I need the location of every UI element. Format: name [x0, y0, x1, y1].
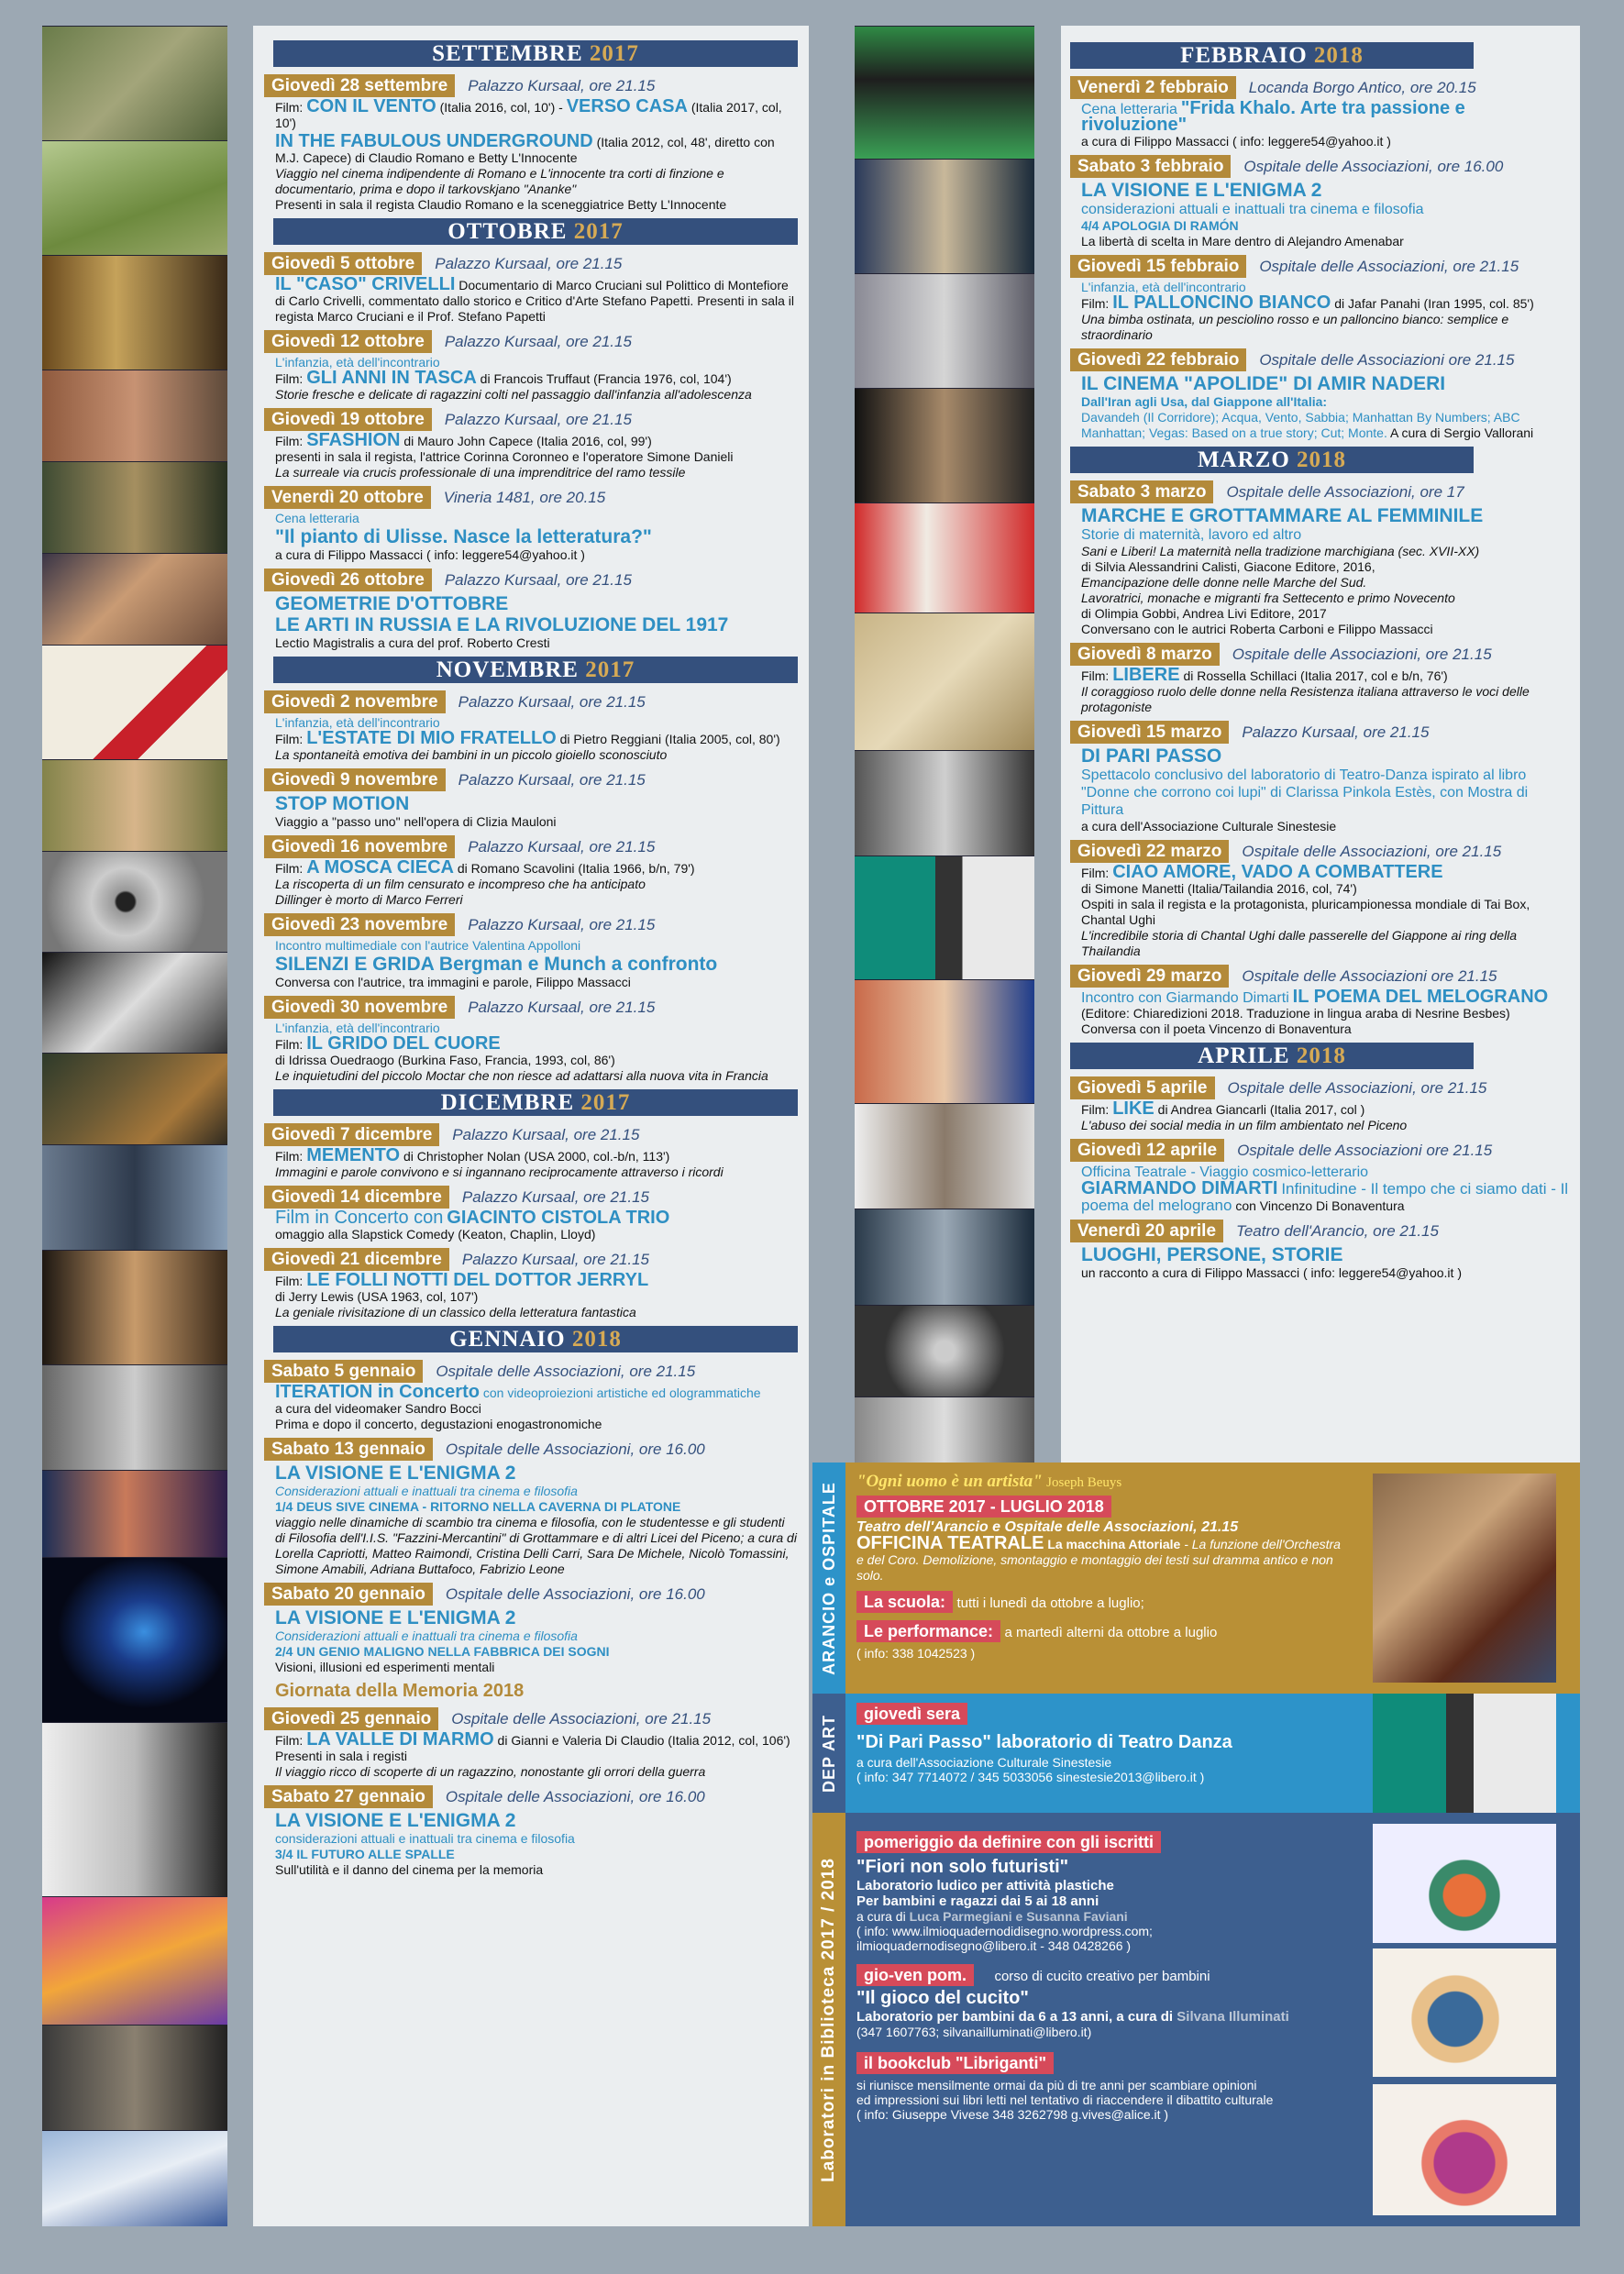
photo-eye-closeup — [42, 851, 227, 952]
giornata-memoria-heading: Giornata della Memoria 2018 — [275, 1681, 525, 1701]
event-date: Giovedì 2 novembre — [264, 690, 446, 713]
photo-eternal-sunshine — [42, 2130, 227, 2226]
event-19-ottobre: Giovedì 19 ottobre Palazzo Kursaal, ore 21.15 Film: SFASHION di Mauro John Capece (Italia 2016, col, 99') presenti in sala il regista, l'attrice Corinna Coronneo e l'operatore Simone Danieli La surreale via crucis professionale di una imprenditrice del ramo tessile — [264, 408, 798, 480]
event-description: Viaggio nel cinema indipendente di Romano e L'innocente tra corti di finzione e documentario, prima e dopo il tarkovskjano "Ananke" — [275, 166, 724, 196]
event-date: Giovedì 7 dicembre — [264, 1123, 439, 1146]
event-date: Sabato 27 gennaio — [264, 1785, 433, 1808]
event-date: Giovedì 15 marzo — [1070, 721, 1229, 744]
event-date: Giovedì 30 novembre — [264, 996, 455, 1019]
event-date: Giovedì 22 marzo — [1070, 840, 1229, 863]
event-venue: Teatro dell'Arancio, ore 21.15 — [1236, 1221, 1439, 1240]
film-title: LIKE — [1112, 1098, 1154, 1119]
officina-title: OFFICINA TEATRALE — [856, 1533, 1044, 1553]
event-3-marzo: Sabato 3 marzo Ospitale delle Associazioni, ore 17 MARCHE E GROTTAMMARE AL FEMMINILE Storie di maternità, lavoro ed altro Sani e Liberi! La maternità nella tradizione marchigiana (sec. XVII-XX) di Silvia Alessandrini Calisti, Giacone Editore, 2016, Emancipazione delle donne nelle Marche del Sud. Lavoratrici, monache e migranti fra Settecento e primo Novecento di Olimpia Gobbi, Andrea Livi Editore, 2017 Conversano con le autrici Roberta Carboni e Filippo Massacci — [1070, 480, 1569, 637]
event-note: Presenti in sala il regista Claudio Romano e la sceneggiatrice Betty L'Innocente — [275, 197, 727, 212]
event-title: STOP MOTION — [275, 793, 410, 814]
photo-munch-painting — [42, 1053, 227, 1144]
event-venue: Ospitale delle Associazioni, ore 16.00 — [445, 1787, 705, 1805]
event-title: LA VISIONE E L'ENIGMA 2 — [275, 1607, 516, 1628]
event-9-novembre: Giovedì 9 novembre Palazzo Kursaal, ore 21.15 STOP MOTION Viaggio a "passo uno" nell'opera di Clizia Mauloni — [264, 768, 798, 830]
event-venue: Palazzo Kursaal, ore 21.15 — [461, 1187, 649, 1206]
photo-chantal-ughi-boxing — [855, 979, 1034, 1103]
event-venue: Ospitale delle Associazioni ore 21.15 — [1237, 1141, 1493, 1159]
event-venue: Palazzo Kursaal, ore 21.15 — [468, 837, 656, 856]
event-date: Giovedì 12 aprile — [1070, 1139, 1224, 1162]
film-title: CON IL VENTO — [306, 96, 436, 116]
photo-book-emancipazione — [855, 613, 1034, 750]
event-venue: Palazzo Kursaal, ore 21.15 — [458, 692, 646, 711]
event-venue: Ospitale delle Associazioni ore 21.15 — [1259, 350, 1515, 369]
illustration-cucito — [1373, 1948, 1556, 2077]
event-venue: Palazzo Kursaal, ore 21.15 — [444, 410, 632, 428]
event-date: Venerdì 2 febbraio — [1070, 76, 1236, 99]
photo-painting-ulysses — [42, 553, 227, 645]
film-title: VERSO CASA — [566, 96, 688, 116]
event-2-novembre: Giovedì 2 novembre Palazzo Kursaal, ore 21.15 L'infanzia, età dell'incontrario Film: L'ESTATE DI MIO FRATELLO di Pietro Reggiani (Italia 2005, col, 80') La spontaneità emotiva dei bambini in un piccolo gioiello sconosciuto — [264, 690, 798, 763]
event-date: Giovedì 26 ottobre — [264, 568, 432, 591]
event-venue: Vineria 1481, ore 20.15 — [443, 488, 606, 506]
event-23-novembre: Giovedì 23 novembre Palazzo Kursaal, ore 21.15 Incontro multimediale con l'autrice Valentina Appolloni SILENZI E GRIDA Bergman e Munch a confronto Conversa con l'autrice, tra immagini e parole, Filippo Massacci — [264, 913, 798, 990]
film-title: LA VALLE DI MARMO — [306, 1729, 494, 1750]
photo-giarmando-dimarti — [855, 1103, 1034, 1209]
scuola-tag: La scuola: — [856, 1591, 953, 1613]
event-date: Sabato 5 gennaio — [264, 1360, 423, 1383]
photo-luoghi-persone — [855, 1396, 1034, 1463]
event-2-febbraio: Venerdì 2 febbraio Locanda Borgo Antico, ore 20.15 Cena letteraria "Frida Khalo. Arte tra passione e rivoluzione" a cura di Filippo Massacci ( info: leggere54@yahoo.it ) — [1070, 76, 1569, 149]
event-venue: Ospitale delle Associazioni, ore 21.15 — [1232, 645, 1492, 663]
event-date: Sabato 13 gennaio — [264, 1438, 433, 1461]
month-header-ottobre: OTTOBRE 2017 — [273, 218, 798, 245]
event-date: Giovedì 9 novembre — [264, 768, 446, 791]
band-label: ARANCIO e OSPITALE — [819, 1481, 838, 1675]
event-5-aprile: Giovedì 5 aprile Ospitale delle Associazioni, ore 21.15 Film: LIKE di Andrea Giancarli (Italia 2017, col ) L'abuso dei social media in un film ambientato nel Piceno — [1070, 1076, 1569, 1133]
photo-mare-dentro — [855, 159, 1034, 273]
month-header-febbraio: FEBBRAIO 2018 — [1070, 42, 1474, 69]
event-date: Giovedì 29 marzo — [1070, 965, 1229, 988]
band-label: DEP ART — [819, 1714, 838, 1793]
photo-memento — [42, 1250, 227, 1364]
event-venue: Palazzo Kursaal, ore 21.15 — [461, 1250, 649, 1268]
film-title: L'ESTATE DI MIO FRATELLO — [306, 728, 557, 748]
event-22-marzo: Giovedì 22 marzo Ospitale delle Associazioni, ore 21.15 Film: CIAO AMORE, VADO A COMBATTERE di Simone Manetti (Italia/Tailandia 2016, col, 74') Ospiti in sala il regista e la protagonista, pluricampionessa mondiale di Tai Box, Chantal Ughi L'incredibile storia di Chantal Ughi dalle passerelle del Giappone ai ring della Thailandia — [1070, 840, 1569, 959]
photo-dream-colors — [42, 1896, 227, 2025]
event-title: LE ARTI IN RUSSIA E LA RIVOLUZIONE DEL 1917 — [275, 614, 729, 635]
month-header-dicembre: DICEMBRE 2017 — [273, 1089, 798, 1116]
event-venue: Ospitale delle Associazioni, ore 21.15 — [451, 1709, 712, 1728]
event-date: Giovedì 16 novembre — [264, 835, 455, 858]
event-title: IL CINEMA "APOLIDE" DI AMIR NADERI — [1081, 373, 1446, 394]
event-venue: Palazzo Kursaal, ore 21.15 — [468, 998, 656, 1016]
event-22-febbraio: Giovedì 22 febbraio Ospitale delle Associazioni ore 21.15 IL CINEMA "APOLIDE" DI AMIR NADERI Dall'Iran agli Usa, dal Giappone all'Italia: Davandeh (Il Corridore); Acqua, Vento, Sabbia; Manhattan By Numbers; ABC Manhattan; Vegas: Based on a true story; Cut; Monte. A cura di Sergio Vallorani — [1070, 348, 1569, 441]
photo-blindfold-bw — [42, 952, 227, 1053]
event-venue: Palazzo Kursaal, ore 21.15 — [444, 570, 632, 589]
film-title: IN THE FABULOUS UNDERGROUND — [275, 131, 593, 151]
event-14-dicembre: Giovedì 14 dicembre Palazzo Kursaal, ore 21.15 Film in Concerto con GIACINTO CISTOLA TRIO omaggio alla Slapstick Comedy (Keaton, Chaplin, Lloyd) — [264, 1186, 798, 1242]
event-28-settembre: Giovedì 28 settembre Palazzo Kursaal, ore 21.15 Film: CON IL VENTO (Italia 2016, col, 10') - VERSO CASA (Italia 2017, col, 10') IN THE FABULOUS UNDERGROUND (Italia 2012, col, 48', diretto con M.J. Capece) di Claudio Romano e Betty L'Innocente Viaggio nel cinema indipendente di Romano e L'innocente tra corti di finzione e documentario, prima e dopo il tarkovskjano "Ananke" Presenti in sala il regista Claudio Romano e la sceneggiatrice Betty L'Innocente — [264, 74, 798, 213]
event-venue: Locanda Borgo Antico, ore 20.15 — [1248, 78, 1476, 96]
event-date: Venerdì 20 ottobre — [264, 486, 431, 509]
right-photo-strip — [855, 26, 1034, 1463]
film-title: MEMENTO — [306, 1145, 401, 1165]
event-20-gennaio: Sabato 20 gennaio Ospitale delle Associazioni, ore 16.00 LA VISIONE E L'ENIGMA 2 Considerazioni attuali e inattuali tra cinema e filosofia 2/4 UN GENIO MALIGNO NELLA FABBRICA DEI SOGNI Visioni, illusioni ed esperimenti mentali — [264, 1583, 798, 1675]
event-20-ottobre: Venerdì 20 ottobre Vineria 1481, ore 20.15 Cena letteraria "Il pianto di Ulisse. Nasce la letteratura?" a cura di Filippo Massacci ( info: leggere54@yahoo.it ) — [264, 486, 798, 563]
event-title: GIACINTO CISTOLA TRIO — [447, 1208, 670, 1228]
event-title: IL "CASO" CRIVELLI — [275, 274, 456, 294]
event-title: MARCHE E GROTTAMMARE AL FEMMINILE — [1081, 505, 1484, 526]
photo-russian-constructivism — [42, 645, 227, 759]
photo-jerry-lewis — [42, 1470, 227, 1557]
photo-woman-in-grass — [42, 26, 227, 140]
event-8-marzo: Giovedì 8 marzo Ospitale delle Associazioni, ore 21.15 Film: LIBERE di Rossella Schillaci (Italia 2017, col e b/n, 76') Il coraggioso ruolo delle donne nella Resistenza italiana attraverso le voci delle protagoniste — [1070, 643, 1569, 715]
photo-libere-partisan — [855, 750, 1034, 856]
photo-children-summer — [42, 759, 227, 851]
film-title: LIBERE — [1112, 665, 1180, 685]
event-16-novembre: Giovedì 16 novembre Palazzo Kursaal, ore 21.15 Film: A MOSCA CIECA di Romano Scavolini (Italia 1966, b/n, 79') La riscoperta di un film censurato e incompreso che ha anticipato Dillinger è morto di Marco Ferreri — [264, 835, 798, 908]
schedule-tag: pomeriggio da definire con gli iscritti — [856, 1831, 1161, 1853]
event-25-gennaio: Giovedì 25 gennaio Ospitale delle Associazioni, ore 21.15 Film: LA VALLE DI MARMO di Gianni e Valeria Di Claudio (Italia 2012, col, 106') Presenti in sala i registi Il viaggio ricco di scoperte di un ragazzino, nonostante gli orrori della guerra — [264, 1707, 798, 1780]
event-13-gennaio: Sabato 13 gennaio Ospitale delle Associazioni, ore 16.00 LA VISIONE E L'ENIGMA 2 Considerazioni attuali e inattuali tra cinema e filosofia 1/4 DEUS SIVE CINEMA - RITORNO NELLA CAVERNA DI PLATONE viaggio nelle dinamiche di scambio tra cinema e filosofia, con le studentesse e gli studenti di Filosofia dell'I.I.S. "Fazzini-Mercantini" di Grottammare e di altri Licei del Piceno; a cura di Lorella Capriotti, Matteo Raimondi, Cristina Delli Carri, Sara De Michele, Nicolò Tomassini, Simone Amabili, Adriana Buttafoco, Fabrizio Leone — [264, 1438, 798, 1577]
photo-gli-anni-in-tasca — [42, 370, 227, 461]
period-tag: OTTOBRE 2017 - LUGLIO 2018 — [856, 1496, 1111, 1518]
event-20-aprile: Venerdì 20 aprile Teatro dell'Arancio, ore 21.15 LUOGHI, PERSONE, STORIE un racconto a cura di Filippo Massacci ( info: leggere54@yahoo.it ) — [1070, 1220, 1569, 1281]
left-program-column — [253, 26, 809, 2226]
month-header-marzo: MARZO 2018 — [1070, 447, 1474, 473]
event-title: SILENZI E GRIDA Bergman e Munch a confronto — [275, 954, 718, 975]
event-title: ITERATION in Concerto — [275, 1382, 480, 1402]
photo-iteration-hologram — [42, 1557, 227, 1722]
photo-like-social — [855, 1209, 1034, 1305]
event-venue: Palazzo Kursaal, ore 21.15 — [458, 770, 646, 789]
event-5-gennaio: Sabato 5 gennaio Ospitale delle Associazioni, ore 21.15 ITERATION in Concerto con videoproiezioni artistiche ed ologrammatiche a cura del videomaker Sandro Bocci Prima e dopo il concerto, degustazioni enogastronomiche — [264, 1360, 798, 1432]
event-date: Giovedì 15 febbraio — [1070, 255, 1246, 278]
event-5-ottobre: Giovedì 5 ottobre Palazzo Kursaal, ore 21.15 IL "CASO" CRIVELLI Documentario di Marco Cruciani sul Polittico di Montefiore di Carlo Crivelli, commentato dallo storico e Critico d'Arte Stefano Papetti. Presenti in sala il regista Marco Cruciani e il Prof. Stefano Papetti — [264, 252, 798, 325]
photo-amir-naderi — [855, 388, 1034, 502]
event-venue: Ospitale delle Associazioni, ore 16.00 — [445, 1584, 705, 1603]
performance-tag: Le performance: — [856, 1620, 1000, 1642]
event-12-ottobre: Giovedì 12 ottobre Palazzo Kursaal, ore 21.15 L'infanzia, età dell'incontrario Film: GLI ANNI IN TASCA di Francois Truffaut (Francia 1976, col, 104') Storie fresche e delicate di ragazzini colti nel passaggio dall'infanzia all'adolescenza — [264, 330, 798, 403]
event-venue: Palazzo Kursaal, ore 21.15 — [435, 254, 623, 272]
film-title: IL GRIDO DEL CUORE — [306, 1033, 501, 1054]
event-15-febbraio: Giovedì 15 febbraio Ospitale delle Associazioni, ore 21.15 L'infanzia, età dell'incontrario Film: IL PALLONCINO BIANCO di Jafar Panahi (Iran 1995, col. 85') Una bimba ostinata, un pesciolino rosso e un palloncino bianco: semplice e straordinario — [1070, 255, 1569, 343]
photo-frida-kahlo — [855, 26, 1034, 159]
event-date: Giovedì 12 ottobre — [264, 330, 432, 353]
month-header-settembre: SETTEMBRE 2017 — [273, 40, 798, 67]
month-header-aprile: APRILE 2018 — [1070, 1043, 1474, 1069]
month-header-novembre: NOVEMBRE 2017 — [273, 657, 798, 683]
illustration-bookclub — [1373, 2084, 1556, 2215]
band-laboratori: Laboratori in Biblioteca 2017 / 2018 pomeriggio da definire con gli iscritti "Fiori non solo futuristi" Laboratorio ludico per attività plastiche Per bambini e ragazzi dai 5 ai 18 anni a cura di Luca Parmegiani e Susanna Faviani ( info: www.ilmioquadernodidisegno.wordpress.com; ilmioquadernodisegno@libero.it - 348 0428266 ) gio-ven pom. corso di cucito creativo per bambini "Il gioco del cucito" Laboratorio per bambini da 6 a 13 anni, a cura di Silvana Illuminati (347 1607763; silvanailluminati@libero.it) il bookclub "Libriganti" si riunisce mensilmente ormai da più di tre anni per scambiare opinioni ed impressioni sui libri letti nel tentativo di riaccendere il dibattito culturale ( info: Giuseppe Vivese 348 3262798 g.vives@alice.it ) — [812, 1813, 1580, 2226]
event-venue: Ospitale delle Associazioni, ore 21.15 — [1227, 1078, 1487, 1097]
film-title: A MOSCA CIECA — [306, 857, 454, 878]
event-date: Giovedì 5 ottobre — [264, 252, 422, 275]
film-title: LE FOLLI NOTTI DEL DOTTOR JERRYL — [306, 1270, 649, 1290]
event-date: Giovedì 22 febbraio — [1070, 348, 1246, 371]
bookclub-tag: il bookclub "Libriganti" — [856, 2052, 1054, 2074]
event-venue: Palazzo Kursaal, ore 21.15 — [468, 76, 656, 94]
event-title: "Il pianto di Ulisse. Nasce la letteratura?" — [275, 526, 652, 547]
event-3-febbraio: Sabato 3 febbraio Ospitale delle Associazioni, ore 16.00 LA VISIONE E L'ENIGMA 2 considerazioni attuali e inattuali tra cinema e filosofia 4/4 APOLOGIA DI RAMÓN La libertà di scelta in Mare dentro di Alejandro Amenabar — [1070, 155, 1569, 249]
film-title: SFASHION — [306, 430, 401, 450]
film-title: IL PALLONCINO BIANCO — [1112, 293, 1331, 313]
event-21-dicembre: Giovedì 21 dicembre Palazzo Kursaal, ore 21.15 Film: LE FOLLI NOTTI DEL DOTTOR JERRYL di Jerry Lewis (USA 1963, col, 107') La geniale rivisitazione di un classico della letteratura fantastica — [264, 1248, 798, 1320]
event-date: Giovedì 25 gennaio — [264, 1707, 438, 1730]
photo-crivelli-polyptych — [42, 255, 227, 370]
event-venue: Ospitale delle Associazioni, ore 21.15 — [436, 1362, 696, 1380]
event-title: "Frida Khalo. Arte tra passione e rivoluzione" — [1081, 98, 1465, 135]
event-7-dicembre: Giovedì 7 dicembre Palazzo Kursaal, ore 21.15 Film: MEMENTO di Christopher Nolan (USA 2000, col.-b/n, 113') Immagini e parole convivono e si ingannano reciprocamente attraverso i ricordi — [264, 1123, 798, 1180]
photo-cinema-projector-illustration — [42, 1722, 227, 1896]
photo-country-road — [42, 140, 227, 255]
event-12-aprile: Giovedì 12 aprile Ospitale delle Associazioni ore 21.15 Officina Teatrale - Viaggio cosmico-letterario GIARMANDO DIMARTI Infinitudine - Il tempo che ci siamo dati - Il poema del melograno con Vincenzo Di Bonaventura — [1070, 1139, 1569, 1214]
event-date: Giovedì 19 ottobre — [264, 408, 432, 431]
event-date: Giovedì 28 settembre — [264, 74, 455, 97]
event-venue: Ospitale delle Associazioni, ore 16.00 — [1243, 157, 1504, 175]
left-photo-strip — [42, 26, 227, 2226]
photo-grido-del-cuore — [42, 1144, 227, 1250]
event-date: Giovedì 21 dicembre — [264, 1248, 449, 1271]
event-venue: Ospitale delle Associazioni ore 21.15 — [1242, 966, 1497, 985]
laboratori-section — [812, 1463, 1580, 2226]
illustration-fiori — [1373, 1824, 1556, 1943]
film-title: CIAO AMORE, VADO A COMBATTERE — [1112, 862, 1443, 882]
photo-officina-teatrale — [855, 1305, 1034, 1396]
event-title: GIARMANDO DIMARTI — [1081, 1178, 1278, 1198]
depart-title: "Di Pari Passo" laboratorio di Teatro Danza — [856, 1732, 1232, 1752]
event-venue: Ospitale delle Associazioni, ore 17 — [1226, 482, 1464, 501]
photo-valle-di-marmo — [42, 2025, 227, 2130]
event-title: LA VISIONE E L'ENIGMA 2 — [275, 1810, 516, 1831]
event-date: Sabato 3 febbraio — [1070, 155, 1231, 178]
photo-di-pari-passo-silhouettes — [855, 856, 1034, 979]
band-label: Laboratori in Biblioteca 2017 / 2018 — [819, 1857, 838, 2182]
schedule-tag: giovedì sera — [856, 1703, 967, 1725]
band-arancio-ospitale: ARANCIO e OSPITALE "Ogni uomo è un artista" Joseph Beuys OTTOBRE 2017 - LUGLIO 2018 Teatro dell'Arancio e Ospitale delle Associazioni, 21.15 OFFICINA TEATRALE La macchina Attoriale - La funzione dell'Orchestra e del Coro. Demolizione, smontaggio e montaggio dei testi sul dramma antico e non solo. La scuola: tutti i lunedì da ottobre a luglio; Le performance: a martedì alterni da ottobre a luglio ( info: 338 1042523 ) — [812, 1463, 1580, 1694]
event-title: LA VISIONE E L'ENIGMA 2 — [275, 1463, 516, 1484]
event-venue: Palazzo Kursaal, ore 21.15 — [444, 332, 632, 350]
event-date: Giovedì 14 dicembre — [264, 1186, 449, 1209]
event-15-marzo: Giovedì 15 marzo Palazzo Kursaal, ore 21.15 DI PARI PASSO Spettacolo conclusivo del laboratorio di Teatro-Danza ispirato al libro "Donne che corrono coi lupi" di Clarissa Pinkola Estès, con Mostra di Pittura a cura dell'Associazione Culturale Sinestesie — [1070, 721, 1569, 834]
event-title: DI PARI PASSO — [1081, 745, 1222, 767]
band-dep-art: DEP ART giovedì sera "Di Pari Passo" laboratorio di Teatro Danza a cura dell'Associazione Culturale Sinestesie ( info: 347 7714072 / 345 5033056 sinestesie2013@libero.it ) — [812, 1694, 1580, 1813]
event-title: GEOMETRIE D'OTTOBRE — [275, 593, 509, 614]
film-title: GLI ANNI IN TASCA — [306, 368, 477, 388]
event-venue: Palazzo Kursaal, ore 21.15 — [452, 1125, 640, 1143]
quote-text: "Ogni uomo è un artista" — [856, 1472, 1043, 1491]
photo-palloncino-bianco — [855, 273, 1034, 388]
event-title: IL POEMA DEL MELOGRANO — [1292, 987, 1549, 1007]
event-26-ottobre: Giovedì 26 ottobre Palazzo Kursaal, ore 21.15 GEOMETRIE D'OTTOBRE LE ARTI IN RUSSIA E LA RIVOLUZIONE DEL 1917 Lectio Magistralis a cura del prof. Roberto Cresti — [264, 568, 798, 651]
event-venue: Palazzo Kursaal, ore 21.15 — [468, 915, 656, 933]
event-29-marzo: Giovedì 29 marzo Ospitale delle Associazioni ore 21.15 Incontro con Giarmando Dimarti IL POEMA DEL MELOGRANO (Editore: Chiaredizioni 2018. Traduzione in lingua araba di Nesrine Besbes) Conversa con il poeta Vincenzo di Bonaventura — [1070, 965, 1569, 1037]
event-date: Giovedì 8 marzo — [1070, 643, 1220, 666]
event-date: Sabato 20 gennaio — [264, 1583, 433, 1606]
event-venue: Ospitale delle Associazioni, ore 21.15 — [1242, 842, 1502, 860]
event-venue: Ospitale delle Associazioni, ore 21.15 — [1259, 257, 1519, 275]
photo-book-sani-e-liberi — [855, 502, 1034, 613]
event-title: LA VISIONE E L'ENIGMA 2 — [1081, 180, 1322, 201]
silhouettes-image — [1373, 1694, 1556, 1813]
event-title: LUOGHI, PERSONE, STORIE — [1081, 1244, 1343, 1265]
schedule-tag: gio-ven pom. — [856, 1964, 974, 1986]
painting-image — [1373, 1474, 1556, 1683]
event-venue: Palazzo Kursaal, ore 21.15 — [1242, 723, 1430, 741]
lab-title: "Fiori non solo futuristi" — [856, 1857, 1069, 1877]
lab-title: "Il gioco del cucito" — [856, 1988, 1029, 2008]
photo-silent-film — [42, 1364, 227, 1470]
event-date: Giovedì 23 novembre — [264, 913, 455, 936]
event-30-novembre: Giovedì 30 novembre Palazzo Kursaal, ore 21.15 L'infanzia, età dell'incontrario Film: IL GRIDO DEL CUORE di Idrissa Ouedraogo (Burkina Faso, Francia, 1993, col, 86') Le inquietudini del piccolo Moctar che non riesce ad adattarsi alla nuova vita in Francia — [264, 996, 798, 1084]
event-date: Sabato 3 marzo — [1070, 480, 1213, 503]
event-date: Giovedì 5 aprile — [1070, 1076, 1215, 1099]
photo-sfashion — [42, 461, 227, 553]
right-program-column — [1061, 26, 1580, 1463]
event-date: Venerdì 20 aprile — [1070, 1220, 1223, 1242]
month-header-gennaio: GENNAIO 2018 — [273, 1326, 798, 1352]
event-venue: Ospitale delle Associazioni, ore 16.00 — [445, 1440, 705, 1458]
event-27-gennaio: Sabato 27 gennaio Ospitale delle Associazioni, ore 16.00 LA VISIONE E L'ENIGMA 2 considerazioni attuali e inattuali tra cinema e filosofia 3/4 IL FUTURO ALLE SPALLE Sull'utilità e il danno del cinema per la memoria — [264, 1785, 798, 1878]
